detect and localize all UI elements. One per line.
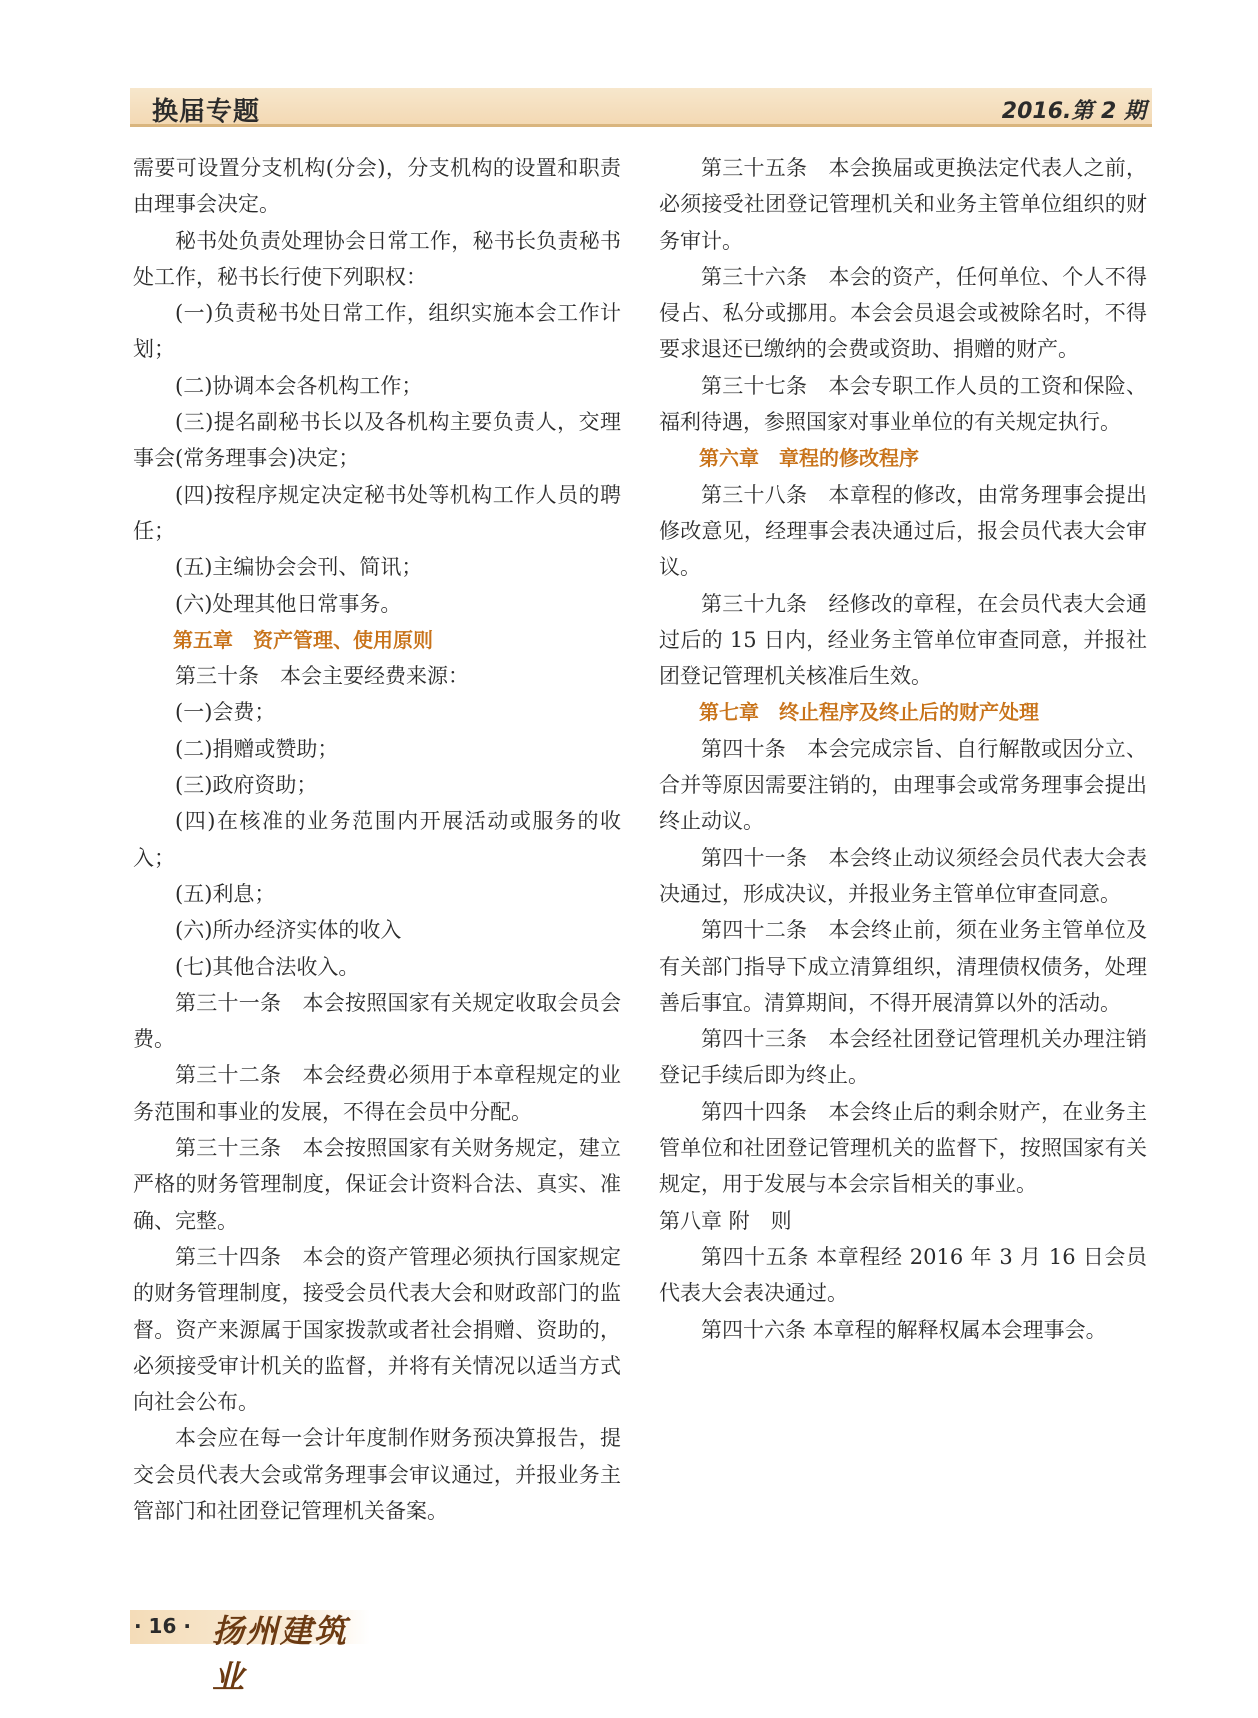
paragraph: 第三十一条 本会按照国家有关规定收取会员会费。 bbox=[133, 990, 621, 1052]
paragraph: 第三十三条 本会按照国家有关财务规定，建立严格的财务管理制度，保证会计资料合法、真实、准确、完整。 bbox=[133, 1136, 621, 1233]
paragraph: 第三十六条 本会的资产，任何单位、个人不得侵占、私分或挪用。本会会员退会或被除名时，不得要求退还已缴纳的会费或资助、捐赠的财产。 bbox=[659, 264, 1147, 362]
paragraph: (六)处理其他日常事务。 bbox=[175, 591, 402, 616]
left-column bbox=[133, 150, 621, 1529]
paragraph: (四)按程序规定决定秘书处等机构工作人员的聘任； bbox=[133, 482, 621, 543]
paragraph: (七)其他合法收入。 bbox=[175, 954, 360, 979]
chapter-heading: 第七章 终止程序及终止后的财产处理 bbox=[699, 700, 1039, 725]
paragraph: 本会应在每一会计年度制作财务预决算报告，提交会员代表大会或常务理事会审议通过，并报业务主管部门和社团登记管理机关备案。 bbox=[133, 1426, 621, 1523]
paragraph: 第四十四条 本会终止后的剩余财产，在业务主管单位和社团登记管理机关的监督下，按照国家有关规定，用于发展与本会宗旨相关的事业。 bbox=[659, 1099, 1147, 1197]
issue-label: 2016.第 2 期 bbox=[1001, 99, 1146, 124]
paragraph: (五)利息； bbox=[175, 881, 276, 906]
paragraph: 第三十五条 本会换届或更换法定代表人之前，必须接受社团登记管理机关和业务主管单位组织的财务审计。 bbox=[659, 156, 1147, 253]
paragraph: 第四十三条 本会经社团登记管理机关办理注销登记手续后即为终止。 bbox=[659, 1027, 1147, 1088]
paragraph: (二)捐赠或赞助； bbox=[175, 736, 339, 761]
page-header bbox=[130, 88, 1152, 127]
paragraph: 第四十五条 本章程经 2016 年 3 月 16 日会员代表大会表决通过。 bbox=[659, 1244, 1147, 1306]
page-number: · 16 · bbox=[134, 1614, 191, 1638]
paragraph: (五)主编协会会刊、简讯； bbox=[175, 555, 423, 580]
paragraph: (三)提名副秘书长以及各机构主要负责人，交理事会(常务理事会)决定； bbox=[133, 410, 621, 471]
paragraph: 需要可设置分支机构(分会)，分支机构的设置和职责由理事会决定。 bbox=[133, 156, 621, 217]
magazine-logo: 扬州建筑业 bbox=[212, 1612, 349, 1696]
paragraph: (二)协调本会各机构工作； bbox=[175, 373, 423, 398]
section-title: 换届专题 bbox=[152, 97, 261, 127]
chapter-heading: 第五章 资产管理、使用原则 bbox=[173, 627, 433, 652]
paragraph: 第四十条 本会完成宗旨、自行解散或因分立、合并等原因需要注销的，由理事会或常务理事会提出终止动议。 bbox=[659, 736, 1147, 834]
page-footer bbox=[130, 1610, 370, 1696]
right-column bbox=[659, 150, 1147, 1348]
paragraph: (六)所办经济实体的收入 bbox=[175, 918, 402, 943]
paragraph: 第四十一条 本会终止动议须经会员代表大会表决通过，形成决议，并报业务主管单位审查同意。 bbox=[659, 845, 1147, 906]
paragraph: (四)在核准的业务范围内开展活动或服务的收入； bbox=[133, 809, 621, 870]
chapter-heading: 第六章 章程的修改程序 bbox=[699, 446, 919, 471]
paragraph: (一)会费； bbox=[175, 700, 276, 725]
paragraph: 第三十八条 本章程的修改，由常务理事会提出修改意见，经理事会表决通过后，报会员代表大会审议。 bbox=[659, 482, 1147, 580]
paragraph: (一)负责秘书处日常工作，组织实施本会工作计划； bbox=[133, 301, 621, 362]
paragraph: 第四十二条 本会终止前，须在业务主管单位及有关部门指导下成立清算组织，清理债权债务，处理善后事宜。清算期间，不得开展清算以外的活动。 bbox=[659, 918, 1147, 1015]
paragraph: 第三十条 本会主要经费来源： bbox=[175, 664, 469, 689]
paragraph: 第三十四条 本会的资产管理必须执行国家规定的财务管理制度，接受会员代表大会和财政部门的监督。资产来源属于国家拨款或者社会捐赠、资助的，必须接受审计机关的监督，并将有关情况以适当方式向社会公布。 bbox=[133, 1244, 621, 1415]
paragraph: 第三十七条 本会专职工作人员的工资和保险、福利待遇，参照国家对事业单位的有关规定执行。 bbox=[659, 373, 1147, 435]
paragraph: 第四十六条 本章程的解释权属本会理事会。 bbox=[701, 1317, 1107, 1342]
chapter-heading: 第八章 附 则 bbox=[659, 1208, 792, 1233]
paragraph: 第三十二条 本会经费必须用于本章程规定的业务范围和事业的发展，不得在会员中分配。 bbox=[133, 1063, 621, 1124]
paragraph: 第三十九条 经修改的章程，在会员代表大会通过后的 15 日内，经业务主管单位审查同意，并报社团登记管理机关核准后生效。 bbox=[659, 591, 1147, 689]
paragraph: (三)政府资助； bbox=[175, 773, 318, 798]
paragraph: 秘书处负责处理协会日常工作，秘书长负责秘书处工作，秘书长行使下列职权： bbox=[133, 228, 621, 289]
